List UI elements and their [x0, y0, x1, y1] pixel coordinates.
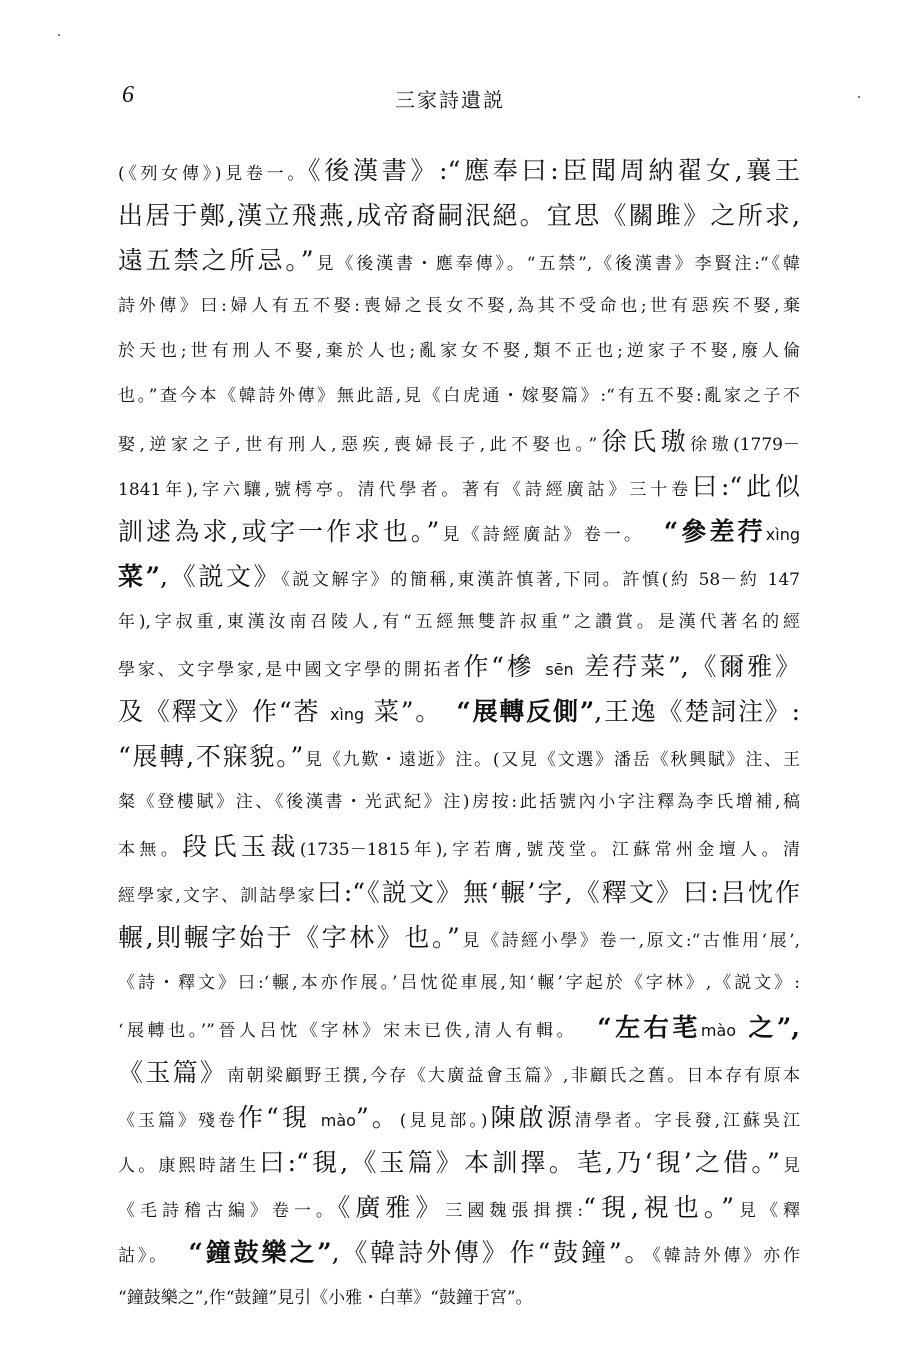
text-line: [118, 870, 800, 915]
pinyin-gloss: xìng: [765, 524, 800, 544]
annotation-text: 《説文解字》的簡稱,東漢許慎著,下同。許慎(約 58－約 147: [281, 569, 800, 590]
main-text: ”。: [355, 1102, 400, 1132]
main-text: 輾,則輾字始于《字林》也。”: [118, 922, 460, 952]
main-text: 作“槮: [463, 652, 546, 682]
body-text: [118, 148, 800, 1320]
main-text: “參差荇: [635, 516, 766, 546]
text-line: [118, 599, 800, 644]
main-text: “左右芼: [568, 1012, 701, 1042]
annotation-text: 見: [779, 1156, 800, 1177]
annotation-text: 見《詩經小學》卷一,原文:“古惟用‘展’,: [459, 930, 800, 951]
text-line: [118, 283, 800, 328]
annotation-text: 南朝梁顧野王撰,今存《大廣益會玉篇》,非顧氏之舊。日本存有原本: [227, 1065, 800, 1086]
main-text: 徐氏璈: [597, 426, 691, 456]
annotation-text: 詁》。: [118, 1246, 161, 1267]
main-text: 遠五禁之所忌。”: [118, 246, 314, 276]
scan-speck: [58, 34, 60, 36]
main-text: 出居于鄭,漢立飛燕,成帝裔嗣泯絕。宜思《關雎》之所求,: [118, 201, 800, 231]
annotation-text: ‘展轉也。’”晉人吕忱《字林》宋末已佚,清人有輯。: [118, 1020, 569, 1041]
annotation-text: 清學者。字長發,江蘇吳江: [574, 1110, 800, 1131]
main-text: 之”,: [736, 1012, 800, 1042]
text-line: [118, 373, 800, 418]
annotation-text: 三國魏張揖撰:: [445, 1201, 584, 1222]
annotation-text: 人。康熙時諸生: [118, 1156, 260, 1177]
annotation-text: 徐璈(1779－: [690, 434, 800, 455]
main-text: “鐘鼓樂之”: [160, 1238, 332, 1268]
main-text: 段氏玉裁: [182, 832, 300, 862]
annotation-text: (《列女傳》)見卷一。: [118, 164, 309, 184]
annotation-text: “鐘鼓樂之”,作“鼓鐘”見引《小雅・白華》“鼓鐘于宮”。: [118, 1288, 533, 1309]
text-line: [118, 464, 800, 509]
main-text: 差荇菜”,《爾雅》: [573, 652, 800, 682]
text-line: [118, 960, 800, 1005]
annotation-text: 學家、文字學家,是中國文字學的開拓者: [118, 660, 464, 681]
annotation-text: 粲《登樓賦》注、《後漢書・光武紀》注)房按:此括號內小字注釋為李氏增補,稿: [118, 792, 800, 813]
main-text: 《玉篇》: [118, 1057, 228, 1087]
text-line: [118, 1140, 800, 1185]
pinyin-gloss: mào: [700, 1020, 737, 1040]
annotation-text: 《毛詩稽古編》卷一。: [118, 1201, 338, 1222]
annotation-text: 見《釋: [734, 1201, 800, 1222]
text-line: [118, 328, 800, 373]
annotation-text: 《玉篇》殘卷: [118, 1110, 239, 1131]
main-text: 菜”。: [364, 697, 430, 727]
main-text: “展轉,不寐貌。”: [118, 742, 304, 772]
main-text: 曰:“此似: [692, 471, 800, 501]
main-text: ,王逸《楚詞注》:: [594, 697, 800, 727]
text-line: [118, 734, 800, 779]
main-text: 曰:“覒,《玉篇》本訓擇。芼,乃‘覒’之借。”: [259, 1148, 780, 1178]
annotation-text: 《詩・釋文》曰:‘輾,本亦作展。’吕忱從車展,知‘輾’字起於《字林》,《説文》:: [118, 972, 800, 993]
annotation-text: 於天也;世有刑人不娶,棄於人也;亂家女不娶,類不正也;逆家子不娶,廢人倫: [118, 341, 800, 362]
main-text: 菜”: [118, 561, 161, 591]
annotation-text: (1735－1815年),字若膺,號茂堂。江蘇常州金壇人。清: [299, 840, 800, 861]
main-text: 作“覒: [238, 1102, 321, 1132]
annotation-text: 也。”查今本《韓詩外傳》無此語,見《白虎通・嫁娶篇》:“有五不娶:亂家之子不: [118, 386, 800, 407]
main-text: ,《説文》: [160, 561, 282, 591]
text-line: [118, 193, 800, 238]
main-text: ,《韓詩外傳》作“鼓鐘”。: [331, 1238, 653, 1268]
text-line: [118, 419, 800, 464]
main-text: 及《釋文》作“莕: [118, 697, 330, 727]
text-line: [118, 148, 800, 193]
annotation-text: 娶,逆家之子,世有刑人,惡疾,喪婦長子,此不娶也。”: [118, 434, 598, 455]
main-text: “展轉反側”: [429, 697, 595, 727]
main-text: 訓逑為求,或字一作求也。”: [118, 516, 440, 546]
main-text: “覒,視也。”: [583, 1193, 735, 1223]
text-line: [118, 1230, 800, 1275]
annotation-text: 本無。: [118, 840, 183, 861]
main-text: 《廣雅》: [337, 1193, 446, 1223]
text-line: [118, 915, 800, 960]
annotation-text: 見《九歎・遠逝》注。(又見《文選》潘岳《秋興賦》注、王: [303, 750, 800, 771]
text-line: [118, 1275, 800, 1320]
text-line: [118, 509, 800, 554]
text-line: [118, 824, 800, 869]
annotation-text: 《韓詩外傳》亦作: [652, 1246, 800, 1267]
main-text: 陳啟源: [487, 1102, 575, 1132]
text-line: [118, 1185, 800, 1230]
pinyin-gloss: mào: [320, 1110, 356, 1130]
main-text: 《後漢書》:“應奉曰:臣聞周納翟女,襄王: [308, 156, 800, 185]
annotation-text: 年),字叔重,東漢汝南召陵人,有“五經無雙許叔重”之讚賞。是漢代著名的經: [118, 611, 800, 632]
text-line: [118, 1050, 800, 1095]
pinyin-gloss: sēn: [545, 660, 574, 680]
text-line: [118, 238, 800, 283]
text-line: [118, 554, 800, 599]
text-line: [118, 1005, 800, 1050]
annotation-text: 見《詩經廣詁》卷一。: [439, 524, 636, 545]
pinyin-gloss: xìng: [329, 705, 365, 725]
annotation-text: 詩外傳》曰:婦人有五不娶:喪婦之長女不娶,為其不受命也;世有惡疾不娶,棄: [118, 296, 800, 317]
page-number: 6: [122, 82, 134, 108]
main-text: 曰:“《説文》無‘輾’字,《釋文》曰:吕忱作: [316, 877, 800, 907]
annotation-text: 1841年),字六驤,號樗亭。清代學者。著有《詩經廣詁》三十卷: [118, 479, 693, 500]
annotation-text: 經學家,文字、訓詁學家: [118, 885, 317, 906]
text-line: [118, 1095, 800, 1140]
annotation-text: 見《後漢書・應奉傳》。“五禁”,《後漢書》李賢注:“《韓: [313, 254, 800, 275]
text-line: [118, 689, 800, 734]
text-line: [118, 779, 800, 824]
running-title: 三家詩遺説: [395, 88, 505, 112]
annotation-text: (見見部。): [399, 1110, 488, 1131]
text-line: [118, 644, 800, 689]
